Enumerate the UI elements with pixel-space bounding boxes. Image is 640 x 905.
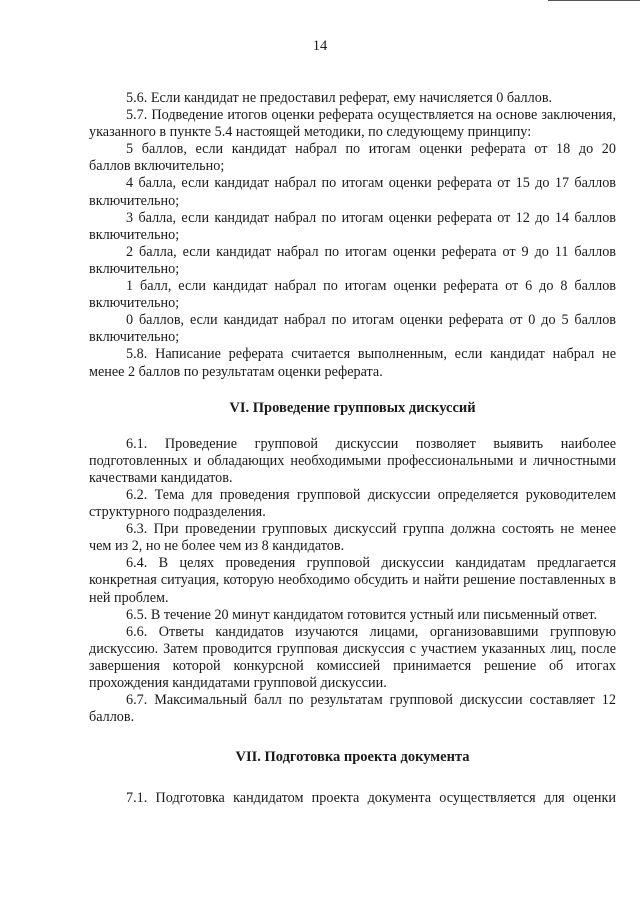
section-heading-6: VI. Проведение групповых дискуссий — [229, 399, 476, 416]
paragraph-6-2: 6.2. Тема для проведения групповой дискуссии определяется руководителем структурного подразделения. — [89, 486, 616, 521]
paragraph-6-4: 6.4. В целях проведения групповой дискуссии кандидатам предлагается конкретная ситуация, которую необходимо обсудить и найти решение поставленных в ней проблем. — [89, 555, 616, 606]
score-rule-5 — [89, 141, 616, 175]
score-rule-text: 4 балла, если кандидат набрал по итогам оценки реферата от 15 до 17 баллов — [126, 175, 616, 192]
paragraph-5-7: 5.7. Подведение итогов оценки реферата осуществляется на основе заключения, указанного в пункте 5.4 настоящей методики, по следующему принципу: — [89, 107, 616, 141]
score-rule-text: 3 балла, если кандидат набрал по итогам оценки реферата от 12 до 14 баллов — [126, 209, 616, 226]
paragraph-6-7: 6.7. Максимальный балл по результатам групповой дискуссии составляет 12 баллов. — [89, 692, 616, 726]
score-rule-text: 5 баллов, если кандидат набрал по итогам оценки реферата от 18 до 20 — [126, 141, 616, 158]
paragraph-5-8: 5.8. Написание реферата считается выполненным, если кандидат набрал не менее 2 баллов по результатам оценки реферата. — [89, 346, 616, 380]
score-rule-text: 0 баллов, если кандидат набрал по итогам оценки реферата от 0 до 5 баллов — [126, 312, 616, 329]
score-rule-1 — [89, 278, 616, 312]
score-rule-text: 1 балл, если кандидат набрал по итогам оценки реферата от 6 до 8 баллов — [126, 278, 616, 295]
document-body — [89, 90, 616, 807]
score-rule-continuation: включительно; — [89, 226, 180, 243]
paragraph-6-1: 6.1. Проведение групповой дискуссии позволяет выявить наиболее подготовленных и обладающих необходимыми профессиональными и личностными качествами кандидатов. — [89, 435, 616, 486]
score-rule-continuation: баллов включительно; — [89, 158, 225, 175]
score-rule-continuation: включительно; — [89, 329, 180, 346]
paragraph-5-6: 5.6. Если кандидат не предоставил реферат, ему начисляется 0 баллов. — [126, 90, 553, 106]
score-rule-continuation: включительно; — [89, 192, 180, 209]
score-rule-2 — [89, 244, 616, 278]
page-number: 14 — [312, 38, 328, 54]
top-border-line — [548, 0, 640, 1]
score-rule-4 — [89, 175, 616, 209]
score-rule-0 — [89, 312, 616, 346]
score-rule-continuation: включительно; — [89, 295, 180, 312]
paragraph-7-1: 7.1. Подготовка кандидатом проекта документа осуществляется для оценки — [126, 790, 616, 807]
section-heading-7: VII. Подготовка проекта документа — [235, 749, 470, 766]
paragraph-6-6: 6.6. Ответы кандидатов изучаются лицами, организовавшими групповую дискуссию. Затем проводится групповая дискуссия с участием указанных лиц, после завершения которой конкурсной комиссией принимается решение об итогах прохождения кандидатами групповой дискуссии. — [89, 623, 616, 691]
score-rule-3 — [89, 210, 616, 244]
paragraph-6-3: 6.3. При проведении групповых дискуссий группа должна состоять не менее чем из 2, но не более чем из 8 кандидатов. — [89, 521, 616, 555]
score-rule-text: 2 балла, если кандидат набрал по итогам оценки реферата от 9 до 11 баллов — [126, 243, 616, 260]
paragraph-6-5: 6.5. В течение 20 минут кандидатом готовится устный или письменный ответ. — [126, 606, 598, 623]
score-rule-continuation: включительно; — [89, 260, 180, 277]
